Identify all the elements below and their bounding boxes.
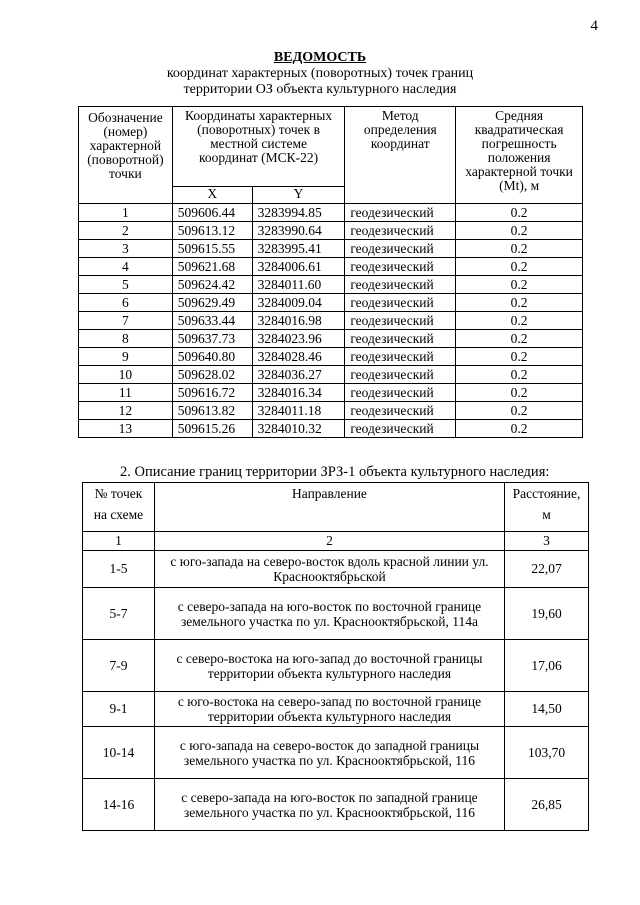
point-number: 3: [79, 240, 173, 258]
table-row: [79, 384, 583, 402]
method: геодезический: [345, 402, 456, 420]
point-number: 8: [79, 330, 173, 348]
method: геодезический: [345, 258, 456, 276]
y-coordinate: 3283994.85: [252, 204, 345, 222]
table-row: [79, 348, 583, 366]
method: геодезический: [345, 240, 456, 258]
table-row: [79, 276, 583, 294]
table-row: [79, 222, 583, 240]
error: 0.2: [456, 348, 583, 366]
error: 0.2: [456, 330, 583, 348]
error: 0.2: [456, 384, 583, 402]
table-row: [79, 330, 583, 348]
y-coordinate: 3284016.98: [252, 312, 345, 330]
y-coordinate: 3284010.32: [252, 420, 345, 438]
segment-points: 14-16: [83, 779, 155, 831]
y-coordinate: 3283990.64: [252, 222, 345, 240]
error: 0.2: [456, 240, 583, 258]
segment-points: 9-1: [83, 692, 155, 727]
x-coordinate: 509637.73: [172, 330, 252, 348]
distance: 17,06: [505, 640, 589, 692]
x-coordinate: 509621.68: [172, 258, 252, 276]
y-coordinate: 3284036.27: [252, 366, 345, 384]
error: 0.2: [456, 204, 583, 222]
column-index: 3: [505, 532, 589, 551]
method: геодезический: [345, 222, 456, 240]
distance: 19,60: [505, 588, 589, 640]
y-coordinate: 3284006.61: [252, 258, 345, 276]
point-number: 13: [79, 420, 173, 438]
distance: 14,50: [505, 692, 589, 727]
section-2-title: 2. Описание границ территории ЗРЗ-1 объекта культурного наследия:: [120, 464, 550, 480]
x-coordinate: 509624.42: [172, 276, 252, 294]
title-main: ВЕДОМОСТЬ: [273, 50, 367, 65]
table-row: [83, 588, 589, 640]
header-distance: Расстояние, м: [505, 483, 589, 532]
direction: с северо-запада на юго-восток по восточной границе земельного участка по ул. Краснооктябрьской, 114а: [154, 588, 504, 640]
table-row: [79, 258, 583, 276]
method: геодезический: [345, 330, 456, 348]
column-index: 2: [154, 532, 504, 551]
error: 0.2: [456, 366, 583, 384]
header-point: Обозначение (номер) характерной (поворотной) точки: [79, 107, 173, 204]
method: геодезический: [345, 294, 456, 312]
point-number: 1: [79, 204, 173, 222]
table-row: [79, 402, 583, 420]
direction: с северо-востока на юго-запад до восточной границы территории объекта культурного наследия: [154, 640, 504, 692]
header-method: Метод определения координат: [345, 107, 456, 204]
header-x: X: [172, 187, 252, 204]
method: геодезический: [345, 204, 456, 222]
x-coordinate: 509616.72: [172, 384, 252, 402]
x-coordinate: 509613.82: [172, 402, 252, 420]
method: геодезический: [345, 312, 456, 330]
error: 0.2: [456, 420, 583, 438]
table-row: [79, 312, 583, 330]
document-title: [0, 50, 640, 98]
x-coordinate: 509615.26: [172, 420, 252, 438]
x-coordinate: 509606.44: [172, 204, 252, 222]
table-row: [83, 551, 589, 588]
error: 0.2: [456, 294, 583, 312]
direction: с северо-запада на юго-восток по западной границе земельного участка по ул. Краснооктябрьской, 116: [154, 779, 504, 831]
table-row: [79, 240, 583, 258]
y-coordinate: 3284011.18: [252, 402, 345, 420]
header-direction: Направление: [154, 483, 504, 532]
point-number: 12: [79, 402, 173, 420]
x-coordinate: 509629.49: [172, 294, 252, 312]
segment-points: 10-14: [83, 727, 155, 779]
direction: с юго-запада на северо-восток до западной границы земельного участка по ул. Краснооктябрьской, 116: [154, 727, 504, 779]
method: геодезический: [345, 366, 456, 384]
y-coordinate: 3284009.04: [252, 294, 345, 312]
y-coordinate: 3283995.41: [252, 240, 345, 258]
point-number: 2: [79, 222, 173, 240]
header-coordinates: Координаты характерных (поворотных) точек в местной системе координат (МСК-22): [172, 107, 345, 187]
method: геодезический: [345, 384, 456, 402]
header-y: Y: [252, 187, 345, 204]
header-error: Средняя квадратическая погрешность положения характерной точки (Mt), м: [456, 107, 583, 204]
table-row: [79, 294, 583, 312]
table-row: [79, 420, 583, 438]
direction: с юго-востока на северо-запад по восточной границе территории объекта культурного наследия: [154, 692, 504, 727]
page-number: 4: [590, 18, 598, 34]
table-row: [83, 727, 589, 779]
column-index: 1: [83, 532, 155, 551]
table-row: [79, 204, 583, 222]
segment-points: 5-7: [83, 588, 155, 640]
y-coordinate: 3284011.60: [252, 276, 345, 294]
x-coordinate: 509615.55: [172, 240, 252, 258]
x-coordinate: 509640.80: [172, 348, 252, 366]
method: геодезический: [345, 276, 456, 294]
x-coordinate: 509613.12: [172, 222, 252, 240]
point-number: 9: [79, 348, 173, 366]
point-number: 11: [79, 384, 173, 402]
x-coordinate: 509628.02: [172, 366, 252, 384]
error: 0.2: [456, 222, 583, 240]
title-line-2: координат характерных (поворотных) точек границ: [166, 66, 474, 81]
boundary-description-table: [82, 482, 589, 831]
point-number: 6: [79, 294, 173, 312]
point-number: 7: [79, 312, 173, 330]
distance: 103,70: [505, 727, 589, 779]
table-row: [83, 779, 589, 831]
method: геодезический: [345, 420, 456, 438]
error: 0.2: [456, 258, 583, 276]
error: 0.2: [456, 312, 583, 330]
error: 0.2: [456, 402, 583, 420]
distance: 26,85: [505, 779, 589, 831]
direction: с юго-запада на северо-восток вдоль красной линии ул. Краснооктябрьской: [154, 551, 504, 588]
point-number: 4: [79, 258, 173, 276]
segment-points: 1-5: [83, 551, 155, 588]
point-number: 10: [79, 366, 173, 384]
x-coordinate: 509633.44: [172, 312, 252, 330]
title-line-3: территории ОЗ объекта культурного наследия: [183, 82, 457, 97]
method: геодезический: [345, 348, 456, 366]
table-row: [83, 640, 589, 692]
point-number: 5: [79, 276, 173, 294]
coordinates-table: [78, 106, 583, 438]
y-coordinate: 3284016.34: [252, 384, 345, 402]
header-points: № точек на схеме: [83, 483, 155, 532]
table-row: [79, 366, 583, 384]
error: 0.2: [456, 276, 583, 294]
y-coordinate: 3284028.46: [252, 348, 345, 366]
segment-points: 7-9: [83, 640, 155, 692]
y-coordinate: 3284023.96: [252, 330, 345, 348]
table-row: [83, 692, 589, 727]
distance: 22,07: [505, 551, 589, 588]
